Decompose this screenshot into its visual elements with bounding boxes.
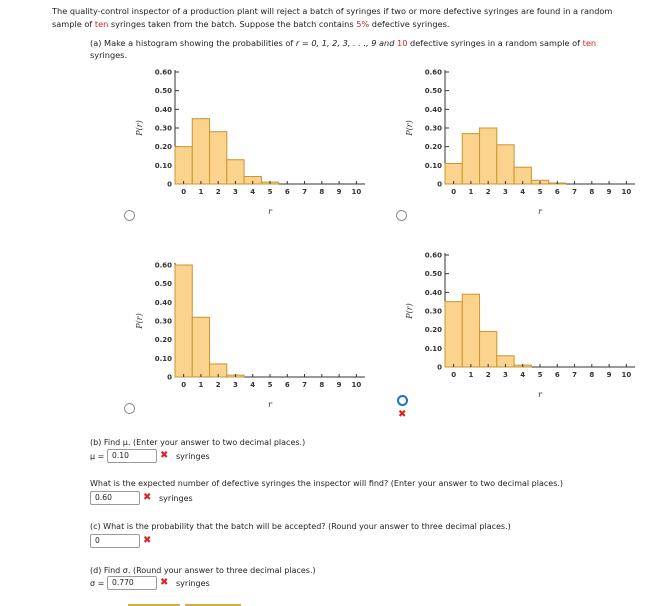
x-tick-label: 1 — [468, 371, 474, 379]
x-tick-label: 8 — [319, 188, 325, 196]
y-tick-label: 0.10 — [154, 354, 172, 363]
x-tick-label: 1 — [198, 188, 204, 196]
y-axis-label: P(r) — [135, 120, 144, 136]
x-tick-label: 6 — [284, 188, 290, 196]
accept-incorrect-icon: ✖ — [143, 535, 152, 546]
y-tick-label: 0.60 — [154, 261, 172, 270]
expected-unit: syringes — [159, 494, 193, 503]
y-tick-label: 0.50 — [424, 270, 442, 279]
x-tick-label: 6 — [284, 381, 290, 389]
x-tick-label: 4 — [250, 188, 256, 196]
histogram-svg — [130, 255, 375, 415]
y-tick-label: 0.10 — [424, 161, 442, 170]
x-tick-label: 5 — [537, 371, 543, 379]
y-tick-label: 0.20 — [424, 143, 442, 152]
part-d-question: (d) Find σ. (Round your answer to three decimal places.) — [90, 566, 316, 575]
option-4-radio-selected[interactable] — [397, 395, 408, 406]
y-tick-label: 0.50 — [424, 87, 442, 96]
x-tick-label: 8 — [589, 188, 595, 196]
y-tick-label: 0.60 — [154, 68, 172, 77]
x-tick-label: 2 — [215, 188, 221, 196]
y-tick-label: 0.50 — [154, 87, 172, 96]
x-tick-label: 2 — [485, 188, 491, 196]
bar-r-1 — [462, 294, 479, 367]
histogram-option-1 — [130, 62, 375, 222]
y-tick-label: 0.30 — [154, 317, 172, 326]
x-axis-label: r — [538, 390, 542, 399]
bar-r-0 — [445, 163, 462, 184]
x-tick-label: 0 — [181, 381, 187, 389]
mu-input[interactable]: 0.10 — [107, 449, 157, 463]
accept-probability-input[interactable]: 0 — [90, 534, 140, 548]
x-tick-label: 0 — [181, 188, 187, 196]
x-tick-label: 10 — [351, 188, 362, 196]
y-tick-label: 0.50 — [154, 280, 172, 289]
y-tick-label: 0 — [437, 363, 442, 372]
x-tick-label: 10 — [621, 371, 632, 379]
x-tick-label: 0 — [451, 188, 457, 196]
y-tick-label: 0 — [167, 180, 172, 189]
histogram-option-2 — [400, 62, 645, 222]
bar-r-3 — [227, 160, 244, 184]
part-a-question: (a) Make a histogram showing the probabilities of r = 0, 1, 2, 3, . . ., 9 and 10 defective syringes in a random sample of ten syringes. — [90, 38, 597, 60]
histogram-svg — [130, 62, 375, 222]
y-tick-label: 0.40 — [154, 105, 172, 114]
x-tick-label: 0 — [451, 371, 457, 379]
problem-intro: The quality-control inspector of a production plant will reject a batch of syringes if two or more defective syringes are found in a random sample of ten syringes taken from the batch. Suppose the batch contains 5% defective syringes. — [52, 6, 613, 29]
bar-r-0 — [445, 302, 462, 367]
y-tick-label: 0.30 — [424, 307, 442, 316]
x-axis-label: r — [268, 400, 272, 409]
sigma-unit: syringes — [176, 579, 210, 588]
x-tick-label: 9 — [336, 188, 342, 196]
y-tick-label: 0.40 — [424, 105, 442, 114]
histogram-svg — [400, 245, 645, 405]
histogram-option-4 — [400, 245, 645, 405]
bar-r-2 — [210, 132, 227, 184]
x-tick-label: 8 — [589, 371, 595, 379]
x-tick-label: 9 — [606, 188, 612, 196]
y-tick-label: 0.10 — [154, 161, 172, 170]
x-tick-label: 3 — [233, 381, 238, 389]
x-tick-label: 4 — [250, 381, 256, 389]
x-tick-label: 4 — [520, 188, 526, 196]
part-b-question: (b) Find μ. (Enter your answer to two decimal places.) — [90, 438, 306, 447]
x-tick-label: 1 — [468, 188, 474, 196]
x-tick-label: 2 — [215, 381, 221, 389]
bar-r-2 — [480, 332, 497, 367]
x-tick-label: 5 — [537, 188, 543, 196]
x-tick-label: 6 — [554, 371, 560, 379]
x-tick-label: 10 — [621, 188, 632, 196]
y-axis-label: P(r) — [135, 313, 144, 329]
bar-r-2 — [480, 128, 497, 184]
x-tick-label: 2 — [485, 371, 491, 379]
y-tick-label: 0.20 — [154, 336, 172, 345]
y-tick-label: 0.10 — [424, 344, 442, 353]
y-tick-label: 0 — [437, 180, 442, 189]
x-tick-label: 1 — [198, 381, 204, 389]
y-tick-label: 0.20 — [154, 143, 172, 152]
bar-r-3 — [497, 145, 514, 184]
y-tick-label: 0.40 — [424, 288, 442, 297]
x-tick-label: 8 — [319, 381, 325, 389]
y-tick-label: 0.30 — [424, 124, 442, 133]
bar-r-0 — [175, 147, 192, 184]
option-3-radio[interactable] — [124, 403, 135, 414]
option-1-radio[interactable] — [124, 210, 135, 221]
bar-r-1 — [462, 134, 479, 184]
y-tick-label: 0.60 — [424, 251, 442, 260]
y-tick-label: 0 — [167, 373, 172, 382]
x-tick-label: 3 — [503, 188, 508, 196]
x-tick-label: 3 — [233, 188, 238, 196]
y-tick-label: 0.40 — [154, 298, 172, 307]
x-tick-label: 10 — [351, 381, 362, 389]
x-tick-label: 3 — [503, 371, 508, 379]
mu-symbol: μ = — [90, 452, 105, 461]
expected-question: What is the expected number of defective syringes the inspector will find? (Enter your answer to two decimal places.) — [90, 479, 564, 488]
x-tick-label: 5 — [267, 188, 273, 196]
mu-incorrect-icon: ✖ — [160, 450, 169, 461]
x-tick-label: 9 — [336, 381, 342, 389]
option-4-incorrect-icon: ✖ — [398, 409, 407, 420]
bar-r-1 — [192, 119, 209, 184]
x-tick-label: 7 — [572, 371, 577, 379]
y-axis-label: P(r) — [405, 120, 414, 136]
sigma-incorrect-icon: ✖ — [160, 577, 169, 588]
bar-r-0 — [175, 265, 192, 377]
histogram-svg — [400, 62, 645, 222]
x-tick-label: 9 — [606, 371, 612, 379]
bar-r-1 — [192, 317, 209, 377]
x-tick-label: 7 — [302, 188, 307, 196]
expected-incorrect-icon: ✖ — [143, 492, 152, 503]
y-tick-label: 0.20 — [424, 326, 442, 335]
expected-input[interactable]: 0.60 — [90, 491, 140, 505]
x-tick-label: 4 — [520, 371, 526, 379]
x-axis-label: r — [538, 207, 542, 216]
option-2-radio[interactable] — [396, 210, 407, 221]
y-tick-label: 0.60 — [424, 68, 442, 77]
y-axis-label: P(r) — [405, 303, 414, 319]
x-tick-label: 6 — [554, 188, 560, 196]
sigma-symbol: σ = — [90, 579, 105, 588]
x-axis-label: r — [268, 207, 272, 216]
part-c-question: (c) What is the probability that the batch will be accepted? (Round your answer to three decimal places.) — [90, 522, 511, 531]
mu-unit: syringes — [176, 452, 210, 461]
x-tick-label: 7 — [302, 381, 307, 389]
histogram-option-3 — [130, 255, 375, 415]
x-tick-label: 5 — [267, 381, 273, 389]
x-tick-label: 7 — [572, 188, 577, 196]
y-tick-label: 0.30 — [154, 124, 172, 133]
sigma-input[interactable]: 0.770 — [107, 576, 157, 590]
